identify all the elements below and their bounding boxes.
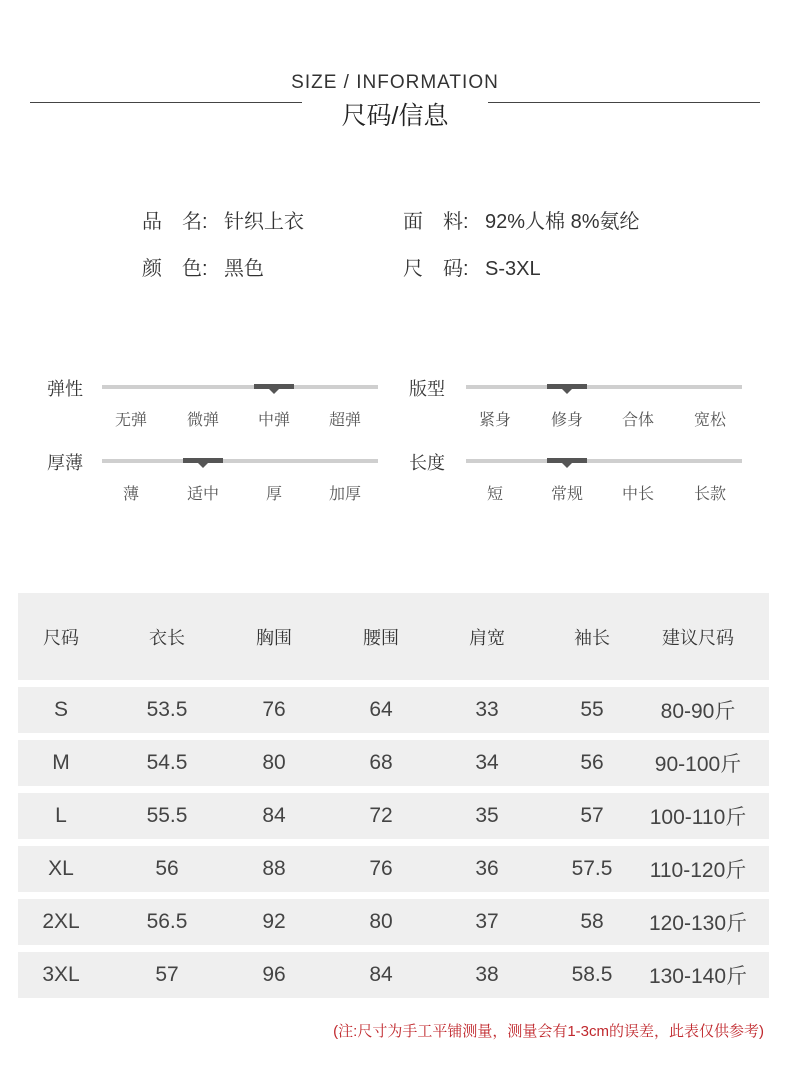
table-cell: 3XL: [42, 963, 80, 986]
table-cell: 110-120斤: [649, 859, 747, 882]
table-cell: 68: [369, 751, 393, 774]
attribute-option: 合体: [621, 412, 654, 429]
table-cell: 80: [369, 910, 393, 933]
table-cell: 100-110斤: [649, 806, 747, 829]
table-cell: 80: [262, 751, 286, 774]
table-row: [18, 952, 769, 998]
attribute-track: [466, 385, 742, 389]
table-header-cell: 肩宽: [469, 627, 505, 648]
table-cell: 2XL: [42, 910, 80, 933]
attribute-track: [102, 459, 378, 463]
info-size: [403, 252, 541, 281]
table-cell: 58.5: [571, 963, 613, 986]
attribute-option: 中长: [621, 486, 654, 503]
table-cell: 57: [155, 963, 179, 986]
attribute-selected-marker: [547, 384, 587, 389]
table-header-cell: 衣长: [149, 627, 185, 648]
table-cell: 96: [262, 963, 286, 986]
attribute-option: 常规: [550, 486, 583, 503]
size-table-header: [18, 593, 769, 680]
table-cell: 54.5: [146, 751, 188, 774]
table-header-cell: 尺码: [43, 627, 79, 648]
table-cell: 92: [262, 910, 286, 933]
table-row: [18, 846, 769, 892]
info-color-value: 黑色: [224, 258, 264, 280]
attribute-option: 厚: [265, 486, 282, 503]
attribute-option: 微弹: [186, 412, 219, 429]
attribute-selected-marker: [254, 384, 294, 389]
measurement-note: (注:尺寸为手工平铺测量，测量会有1-3cm的误差，此表仅供参考): [333, 1023, 764, 1040]
table-cell: 90-100斤: [654, 753, 742, 776]
header-title-cn: 尺码/信息: [341, 102, 449, 130]
table-cell: 72: [369, 804, 393, 827]
info-color-label: 颜 色:: [142, 258, 208, 280]
table-cell: 56.5: [146, 910, 188, 933]
table-header-cell: 袖长: [574, 627, 610, 648]
info-name: [142, 205, 304, 234]
info-size-value: S-3XL: [485, 258, 541, 280]
table-cell: 35: [475, 804, 499, 827]
table-cell: 38: [475, 963, 499, 986]
table-row: [18, 899, 769, 945]
table-header-cell: 建议尺码: [662, 627, 734, 648]
table-cell: 34: [475, 751, 499, 774]
table-cell: 84: [262, 804, 286, 827]
table-cell: 76: [369, 857, 393, 880]
table-cell: XL: [48, 857, 74, 880]
table-cell: 76: [262, 698, 286, 721]
info-fabric-label: 面 料:: [403, 211, 469, 233]
table-cell: 80-90斤: [660, 700, 736, 723]
attribute-option: 无弹: [114, 412, 147, 429]
info-size-label: 尺 码:: [403, 258, 469, 280]
attribute-title: 厚薄: [47, 453, 83, 473]
header-title-en: SIZE / INFORMATION: [291, 72, 499, 93]
table-cell: 84: [369, 963, 393, 986]
attribute-option: 薄: [122, 486, 139, 503]
table-cell: M: [52, 751, 70, 774]
table-cell: 55: [580, 698, 604, 721]
attribute-selected-marker: [183, 458, 223, 463]
table-cell: S: [53, 698, 68, 721]
attribute-title: 版型: [409, 379, 445, 399]
table-cell: 36: [475, 857, 499, 880]
table-cell: 37: [475, 910, 499, 933]
info-fabric: [403, 205, 640, 234]
attribute-option: 加厚: [328, 486, 361, 503]
info-name-value: 针织上衣: [224, 211, 304, 233]
table-row: [18, 793, 769, 839]
attribute-option: 紧身: [478, 412, 511, 429]
table-cell: 33: [475, 698, 499, 721]
table-cell: 55.5: [146, 804, 188, 827]
table-cell: 130-140斤: [648, 965, 748, 988]
info-name-label: 品 名:: [142, 211, 208, 233]
table-cell: 56: [155, 857, 179, 880]
table-cell: L: [55, 804, 67, 827]
attribute-track: [466, 459, 742, 463]
table-cell: 88: [262, 857, 286, 880]
table-row: [18, 687, 769, 733]
info-fabric-value: 92%人棉 8%氨纶: [485, 211, 640, 233]
table-cell: 64: [369, 698, 393, 721]
attribute-option: 短: [486, 486, 503, 503]
attribute-title: 弹性: [47, 379, 83, 399]
attribute-option: 修身: [550, 412, 583, 429]
table-cell: 120-130斤: [648, 912, 748, 935]
table-cell: 56: [580, 751, 604, 774]
table-cell: 53.5: [146, 698, 188, 721]
attribute-option: 宽松: [693, 412, 726, 429]
attribute-option: 长款: [693, 486, 726, 503]
table-header-cell: 胸围: [256, 627, 292, 648]
table-row: [18, 740, 769, 786]
table-cell: 57: [580, 804, 604, 827]
attribute-option: 超弹: [328, 412, 361, 429]
attribute-option: 中弹: [257, 412, 290, 429]
attribute-selected-marker: [547, 458, 587, 463]
table-cell: 57.5: [571, 857, 613, 880]
info-color: [142, 252, 264, 281]
table-cell: 58: [580, 910, 604, 933]
table-header-cell: 腰围: [363, 627, 399, 648]
attribute-option: 适中: [186, 486, 219, 503]
attribute-title: 长度: [409, 453, 445, 473]
attribute-track: [102, 385, 378, 389]
